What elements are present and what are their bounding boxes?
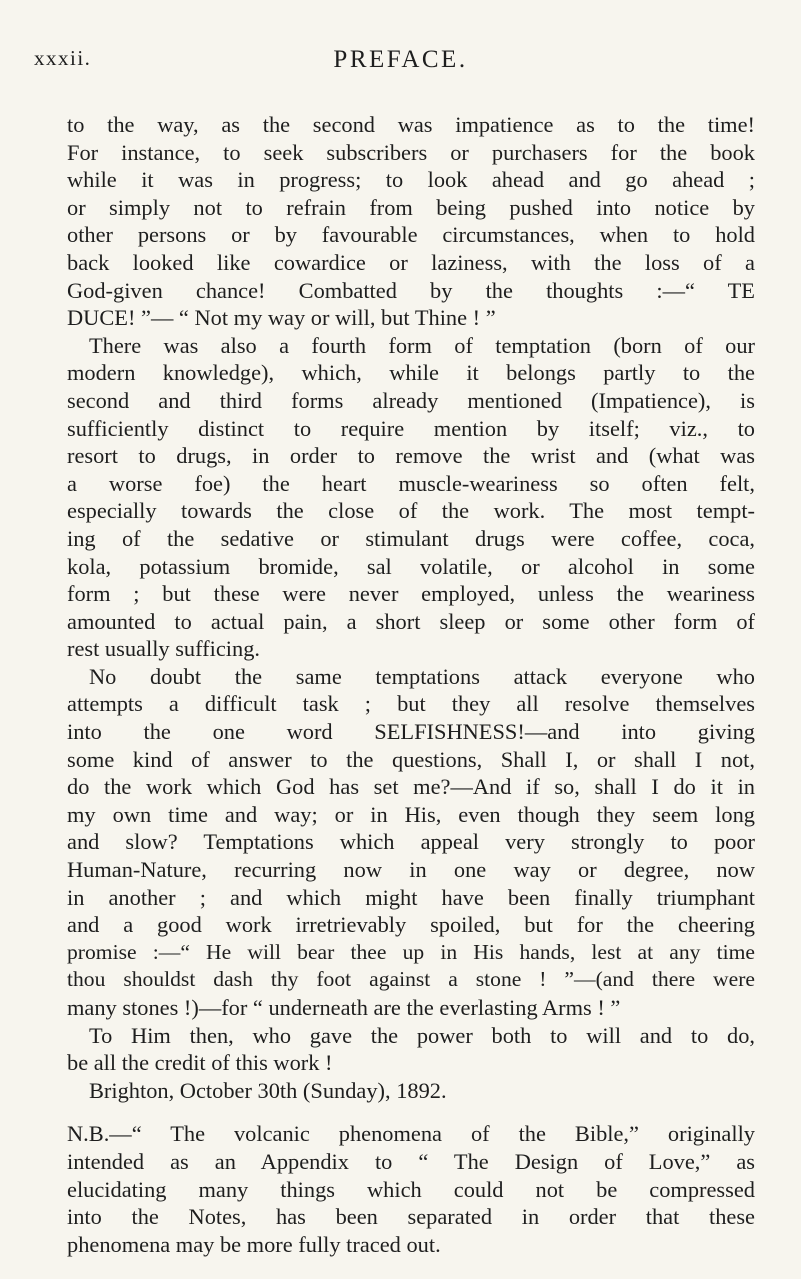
text-line: attempts a difficult task ; but they all resolve themselves	[67, 691, 755, 717]
text-line: sufficiently distinct to require mention by itself; viz., to	[67, 415, 755, 441]
text-line: many stones !)—for “ underneath are the everlasting Arms ! ”	[67, 995, 621, 1020]
text-line: God-given chance! Combatted by the thoughts :—“ TE	[67, 277, 755, 303]
text-line: To Him then, who gave the power both to will and to do,	[89, 1022, 755, 1048]
signature: Brighton, October 30th (Sunday), 1892.	[89, 1077, 447, 1103]
note-line: phenomena may be more fully traced out.	[67, 1231, 441, 1257]
running-title: PREFACE.	[333, 46, 468, 73]
page-header	[0, 46, 801, 76]
text-line: be all the credit of this work !	[67, 1050, 333, 1076]
note-line: N.B.—“ The volcanic phenomena of the Bible,” originally	[67, 1121, 755, 1147]
text-line: especially towards the close of the work. The most tempt-	[67, 498, 755, 524]
text-line: into the one word SELFISHNESS!—and into giving	[67, 719, 755, 745]
text-line: while it was in progress; to look ahead and go ahead ;	[67, 167, 755, 193]
text-line: modern knowledge), which, while it belongs partly to the	[67, 360, 755, 386]
text-line: amounted to actual pain, a short sleep or some other form of	[67, 608, 755, 634]
text-line: kola, potassium bromide, sal volatile, or alcohol in some	[67, 553, 755, 579]
body-text	[67, 111, 755, 1258]
text-line: to the way, as the second was impatience as to the time!	[67, 112, 755, 137]
text-line: and slow? Temptations which appeal very strongly to poor	[67, 829, 755, 855]
note-line: elucidating many things which could not be compressed	[67, 1176, 755, 1202]
note-line: into the Notes, has been separated in order that these	[67, 1204, 755, 1230]
text-line: my own time and way; or in His, even though they seem long	[67, 801, 755, 827]
text-line: There was also a fourth form of temptation (born of our	[89, 332, 755, 358]
text-line: Human-Nature, recurring now in one way or degree, now	[67, 857, 755, 883]
text-line: second and third forms already mentioned (Impatience), is	[67, 387, 755, 413]
note-line: intended as an Appendix to “ The Design of Love,” as	[67, 1148, 755, 1174]
text-line: in another ; and which might have been finally triumphant	[67, 884, 755, 910]
text-line: form ; but these were never employed, unless the weariness	[67, 581, 755, 607]
text-line: do the work which God has set me?—And if so, shall I do it in	[67, 774, 755, 800]
text-line: other persons or by favourable circumstances, when to hold	[67, 222, 755, 248]
text-line: DUCE! ”— “ Not my way or will, but Thine ! ”	[67, 305, 496, 331]
text-line: back looked like cowardice or laziness, with the loss of a	[67, 249, 755, 275]
text-line: or simply not to refrain from being pushed into notice by	[67, 194, 755, 220]
text-line: a worse foe) the heart muscle-weariness so often felt,	[67, 470, 755, 496]
text-line: For instance, to seek subscribers or purchasers for the book	[67, 139, 755, 165]
text-line: some kind of answer to the questions, Shall I, or shall I not,	[67, 746, 755, 772]
text-line: No doubt the same temptations attack everyone who	[89, 663, 755, 689]
text-line: rest usually sufficing.	[67, 636, 260, 662]
page-number: xxxii.	[34, 46, 92, 70]
text-line: ing of the sedative or stimulant drugs were coffee, coca,	[67, 525, 755, 551]
text-line: promise :—“ He will bear thee up in His hands, lest at any time	[67, 939, 755, 964]
text-line: and a good work irretrievably spoiled, but for the cheering	[67, 912, 755, 938]
text-line: resort to drugs, in order to remove the wrist and (what was	[67, 443, 755, 469]
text-line: thou shouldst dash thy foot against a stone ! ”—(and there were	[67, 967, 755, 992]
